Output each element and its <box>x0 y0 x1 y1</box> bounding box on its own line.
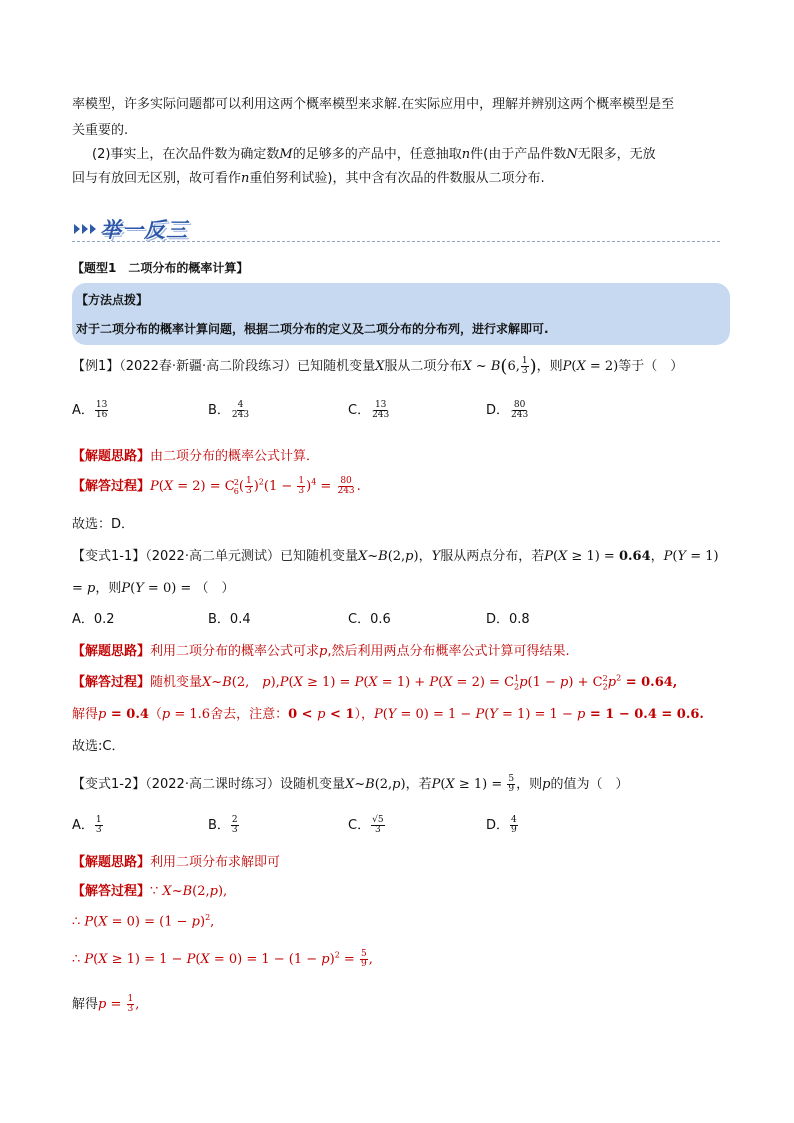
intro-line-2: 关重要的. <box>72 123 129 138</box>
example-1-answer: 故选：D． <box>72 517 135 532</box>
example-1-option-c[interactable]: C． $\frac{13}{243}$ <box>348 400 390 420</box>
section-banner <box>72 212 222 242</box>
variant-1-1-process: 【解答过程】随机变量X~B(2, $p),P(X \ge 1) = P(X = 1) + P(X = 2) = C_2^1p(1 - p) + C_2^2p^2 = 0.64$, <box>72 673 678 692</box>
variant-1-2-option-a[interactable]: A． $\frac{1}{3}$ <box>72 815 102 835</box>
method-body: 对于二项分布的概率计算问题，根据二项分布的定义及二项分布的分布列，进行求解即可. <box>76 322 549 336</box>
example-1-question: 【例1】（2022春·新疆·高二阶段练习）已知随机变量X服从二项分布X ~ B(6, $\frac{1}{3}$ )，则P(X = 2)等于（ ） <box>72 356 684 377</box>
intro-line-4: 回与有放回无区别，故可看作n重伯努利试验)，其中含有次品的件数服从二项分布. <box>72 171 545 186</box>
variant-1-2-option-b[interactable]: B． $\frac{2}{3}$ <box>208 815 238 835</box>
variant-1-2-step-2: ∴ $P(X \ge 1) = 1 - P(X = 0) = 1 - (1 - p)^2$ = $\frac{5}{9}$ , <box>72 949 373 969</box>
variant-1-1-option-c[interactable]: C．0.6 <box>348 612 391 627</box>
section-title: 【题型1 二项分布的概率计算】 <box>72 261 249 275</box>
example-1-option-a[interactable]: A． $\frac{13}{16}$ <box>72 400 108 420</box>
example-1-process: 【解答过程】$P(X = 2) = C_6^2$( $\frac{1}{3}$ )$^2$(1 − $\frac{1}{3}$ )$^4$ = $\frac{80}{243}$ . <box>72 476 361 496</box>
variant-1-2-step-1: ∴ $P(X = 0) = (1 - p)^2$, <box>72 913 215 930</box>
variant-1-1-option-d[interactable]: D．0.8 <box>486 612 530 627</box>
variant-1-1-option-b[interactable]: B．0.4 <box>208 612 251 627</box>
intro-line-1: 率模型，许多实际问题都可以利用这两个概率模型来求解.在实际应用中，理解并辨别这两个概率模型是至 <box>72 97 675 112</box>
example-1-option-b[interactable]: B． $\frac{4}{243}$ <box>208 400 250 420</box>
banner-divider <box>72 241 720 242</box>
variant-1-1-question-line-1: 【变式1-1】（2022·高二单元测试）已知随机变量X~B(2,p)，Y服从两点分布，若P(X ≥ 1) = 0.64，P(Y = 1) <box>72 549 719 564</box>
intro-line-3: (2)事实上，在次品件数为确定数M的足够多的产品中，任意抽取n件(由于产品件数N无限多，无放 <box>92 147 656 162</box>
variant-1-1-question-line-2: = p，则P(Y = 0) = （ ） <box>72 581 235 596</box>
variant-1-2-process: 【解答过程】∵ X~B(2,p), <box>72 884 228 899</box>
variant-1-2-idea: 【解题思路】利用二项分布求解即可 <box>72 855 281 870</box>
variant-1-2-solve: 解得p = $\frac{1}{3}$ , <box>72 994 140 1014</box>
example-1-option-d[interactable]: D． $\frac{80}{243}$ <box>486 400 529 420</box>
variant-1-1-idea: 【解题思路】利用二项分布的概率公式可求p,然后利用两点分布概率公式计算可得结果. <box>72 644 570 659</box>
variant-1-2-option-d[interactable]: D． $\frac{4}{9}$ <box>486 815 517 835</box>
variant-1-2-question: 【变式1-2】（2022·高二课时练习）设随机变量X~B(2,p)，若P(X ≥ 1) = $\frac{5}{9}$ ，则p的值为（ ） <box>72 774 629 794</box>
banner-title: 举一反三 <box>100 218 188 242</box>
variant-1-1-answer: 故选:C． <box>72 739 125 754</box>
method-title: 【方法点拨】 <box>76 293 149 307</box>
variant-1-1-solve: 解得p = 0.4（p = 1.6舍去，注意：0 < p < 1），P(Y = 0) = 1 − P(Y = 1) = 1 − p = 1 − 0.4 = 0.6. <box>72 707 704 722</box>
example-1-idea: 【解题思路】由二项分布的概率公式计算． <box>72 449 320 464</box>
variant-1-2-option-c[interactable]: C． $\frac{√5}{3}$ <box>348 815 384 835</box>
variant-1-1-option-a[interactable]: A．0.2 <box>72 612 115 627</box>
